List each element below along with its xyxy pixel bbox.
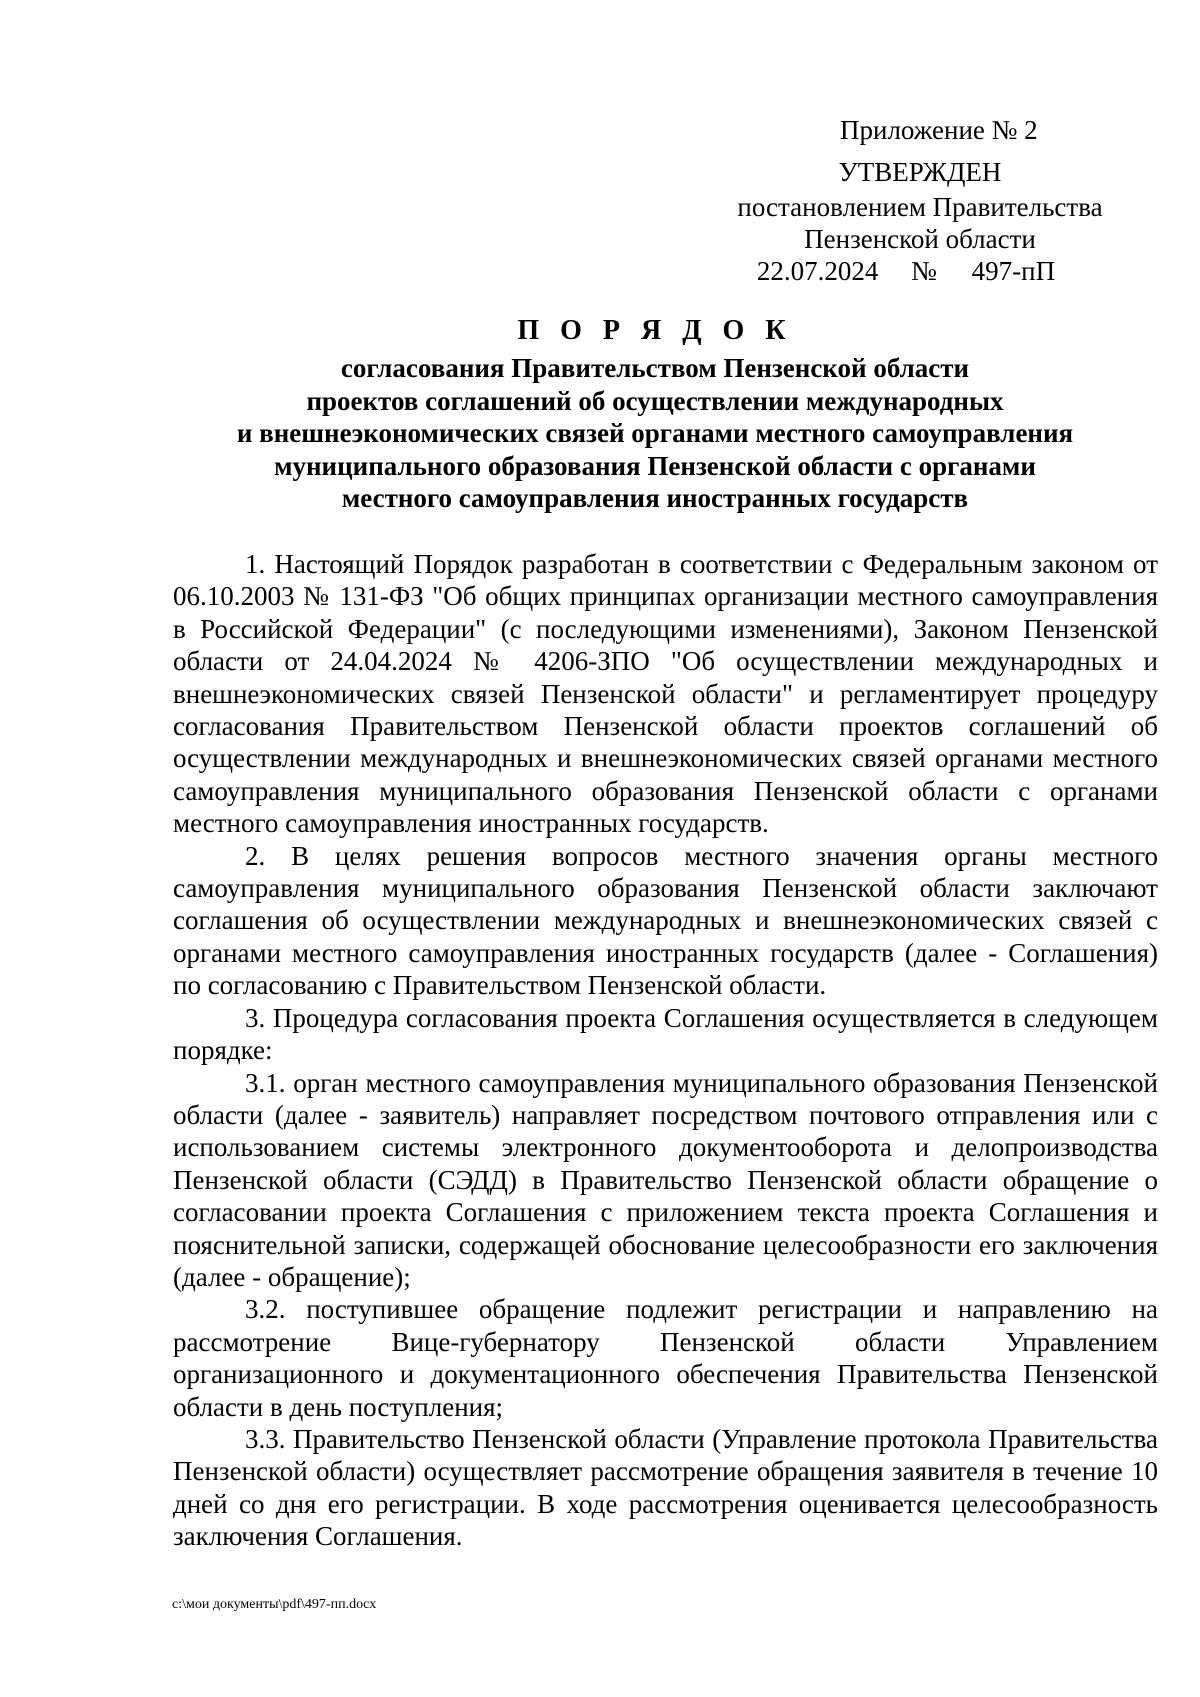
paragraph-3-1: 3.1. орган местного самоуправления муниципального образования Пензенской области (далее - заявитель) направляет посредством почтового отправления или с использованием системы электронного документооборота и делопроизводства Пензенской области (СЭДД) в Правительство Пензенской области обращение о согласовании проекта Соглашения с приложением текста проекта Соглашения и пояснительной записки, содержащей обоснование целесообразности его заключения (далее - обращение);	[173, 1067, 1158, 1292]
document-subtitle	[120, 352, 1190, 515]
decree-region: Пензенской области	[804, 224, 1036, 254]
footer-file-path: c:\мои документы\pdf\497-пп.docx	[172, 1597, 377, 1612]
decree-number-sign: №	[911, 256, 937, 286]
document-body	[173, 548, 1158, 1553]
paragraph-3-2: 3.2. поступившее обращение подлежит регистрации и направлению на рассмотрение Вице-губернатору Пензенской области Управлением организационного и документационного обеспечения Правительства Пензенской области в день поступления;	[173, 1294, 1158, 1422]
paragraph-3: 3. Процедура согласования проекта Соглашения осуществляется в следующем порядке:	[173, 1002, 1158, 1066]
subtitle-line: проектов соглашений об осуществлении международных	[306, 385, 1004, 416]
paragraph-3-3: 3.3. Правительство Пензенской области (Управление протокола Правительства Пензенской области) осуществляет рассмотрение обращения заявителя в течение 10 дней со дня его регистрации. В ходе рассмотрения оценивается целесообразность заключения Соглашения.	[173, 1423, 1158, 1552]
decree-date: 22.07.2024	[756, 256, 879, 286]
decree-date-line	[690, 254, 1150, 288]
decree-number: 497-пП	[971, 256, 1056, 286]
subtitle-line: местного самоуправления иностранных государств	[341, 483, 969, 513]
subtitle-line: муниципального образования Пензенской области с органами	[274, 450, 1036, 481]
paragraph-2: 2. В целях решения вопросов местного значения органы местного самоуправления муниципального образования Пензенской области заключают соглашения об осуществлении международных и внешнеэкономических связей с органами местного самоуправления иностранных государств (далее - Соглашения) по согласованию с Правительством Пензенской области.	[173, 840, 1158, 1001]
subtitle-line: и внешнеэкономических связей органами местного самоуправления	[236, 418, 1074, 448]
appendix-number: Приложение № 2	[840, 115, 1038, 145]
approved-label: УТВЕРЖДЕН	[838, 157, 1002, 187]
document-title: П О Р Я Д О К	[517, 315, 793, 346]
decree-issuer: постановлением Правительства	[737, 192, 1103, 222]
subtitle-line: согласования Правительством Пензенской области	[340, 353, 970, 383]
paragraph-1: 1. Настоящий Порядок разработан в соответствии с Федеральным законом от 06.10.2003 № 131-ФЗ "Об общих принципах организации местного самоуправления в Российской Федерации" (с последующими изменениями), Законом Пензенской области от 24.04.2024 № 4206-ЗПО "Об осуществлении международных и внешнеэкономических связей Пензенской области" и регламентирует процедуру согласования Правительством Пензенской области проектов соглашений об осуществлении международных и внешнеэкономических связей органами местного самоуправления муниципального образования Пензенской области с органами местного самоуправления иностранных государств.	[173, 549, 1158, 839]
